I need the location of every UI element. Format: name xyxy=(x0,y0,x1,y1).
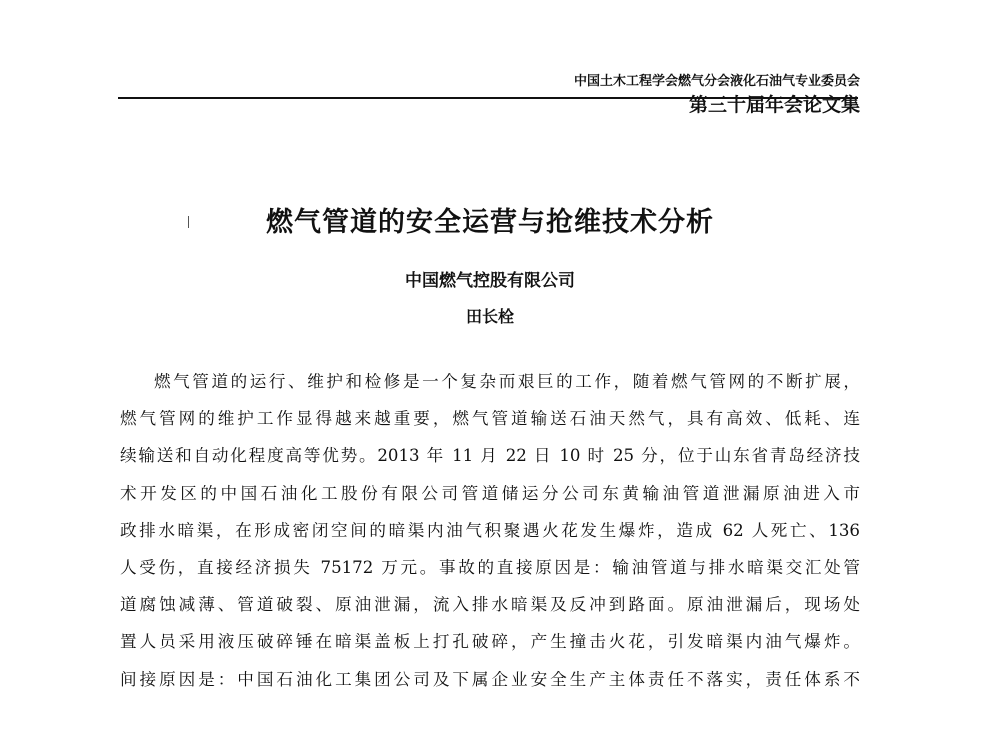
body-line: 续输送和自动化程度高等优势。2013 年 11 月 22 日 10 时 25 分，位于山东省青岛经济技 xyxy=(120,446,860,466)
paper-organization: 中国燃气控股有限公司 xyxy=(405,271,575,291)
header-society: 中国土木工程学会燃气分会液化石油气专业委员会 xyxy=(573,74,860,89)
body-line: 政排水暗渠，在形成密闭空间的暗渠内油气积聚遇火花发生爆炸，造成 62 人死亡、136 xyxy=(120,520,860,540)
body-paragraph xyxy=(120,370,860,705)
body-line: 燃气管道的运行、维护和检修是一个复杂而艰巨的工作，随着燃气管网的不断扩展， xyxy=(154,372,860,391)
body-line: 燃气管网的维护工作显得越来越重要，燃气管道输送石油天然气，具有高效、低耗、连 xyxy=(120,409,860,429)
header-proceedings: 第三十届年会论文集 xyxy=(688,94,860,116)
body-line: 置人员采用液压破碎锤在暗渠盖板上打孔破碎，产生撞击火花，引发暗渠内油气爆炸。 xyxy=(120,632,860,652)
paper-author: 田长栓 xyxy=(465,307,514,326)
body-line: 术开发区的中国石油化工股份有限公司管道储运分公司东黄输油管道泄漏原油进入市 xyxy=(120,483,860,503)
body-line: 人受伤，直接经济损失 75172 万元。事故的直接原因是：输油管道与排水暗渠交汇处管 xyxy=(120,557,860,577)
body-line: 间接原因是：中国石油化工集团公司及下属企业安全生产主体责任不落实，责任体系不 xyxy=(120,669,860,689)
paper-title: 燃气管道的安全运营与抢维技术分析 xyxy=(266,207,714,238)
body-line: 道腐蚀减薄、管道破裂、原油泄漏，流入排水暗渠及反冲到路面。原油泄漏后，现场处 xyxy=(120,595,860,615)
